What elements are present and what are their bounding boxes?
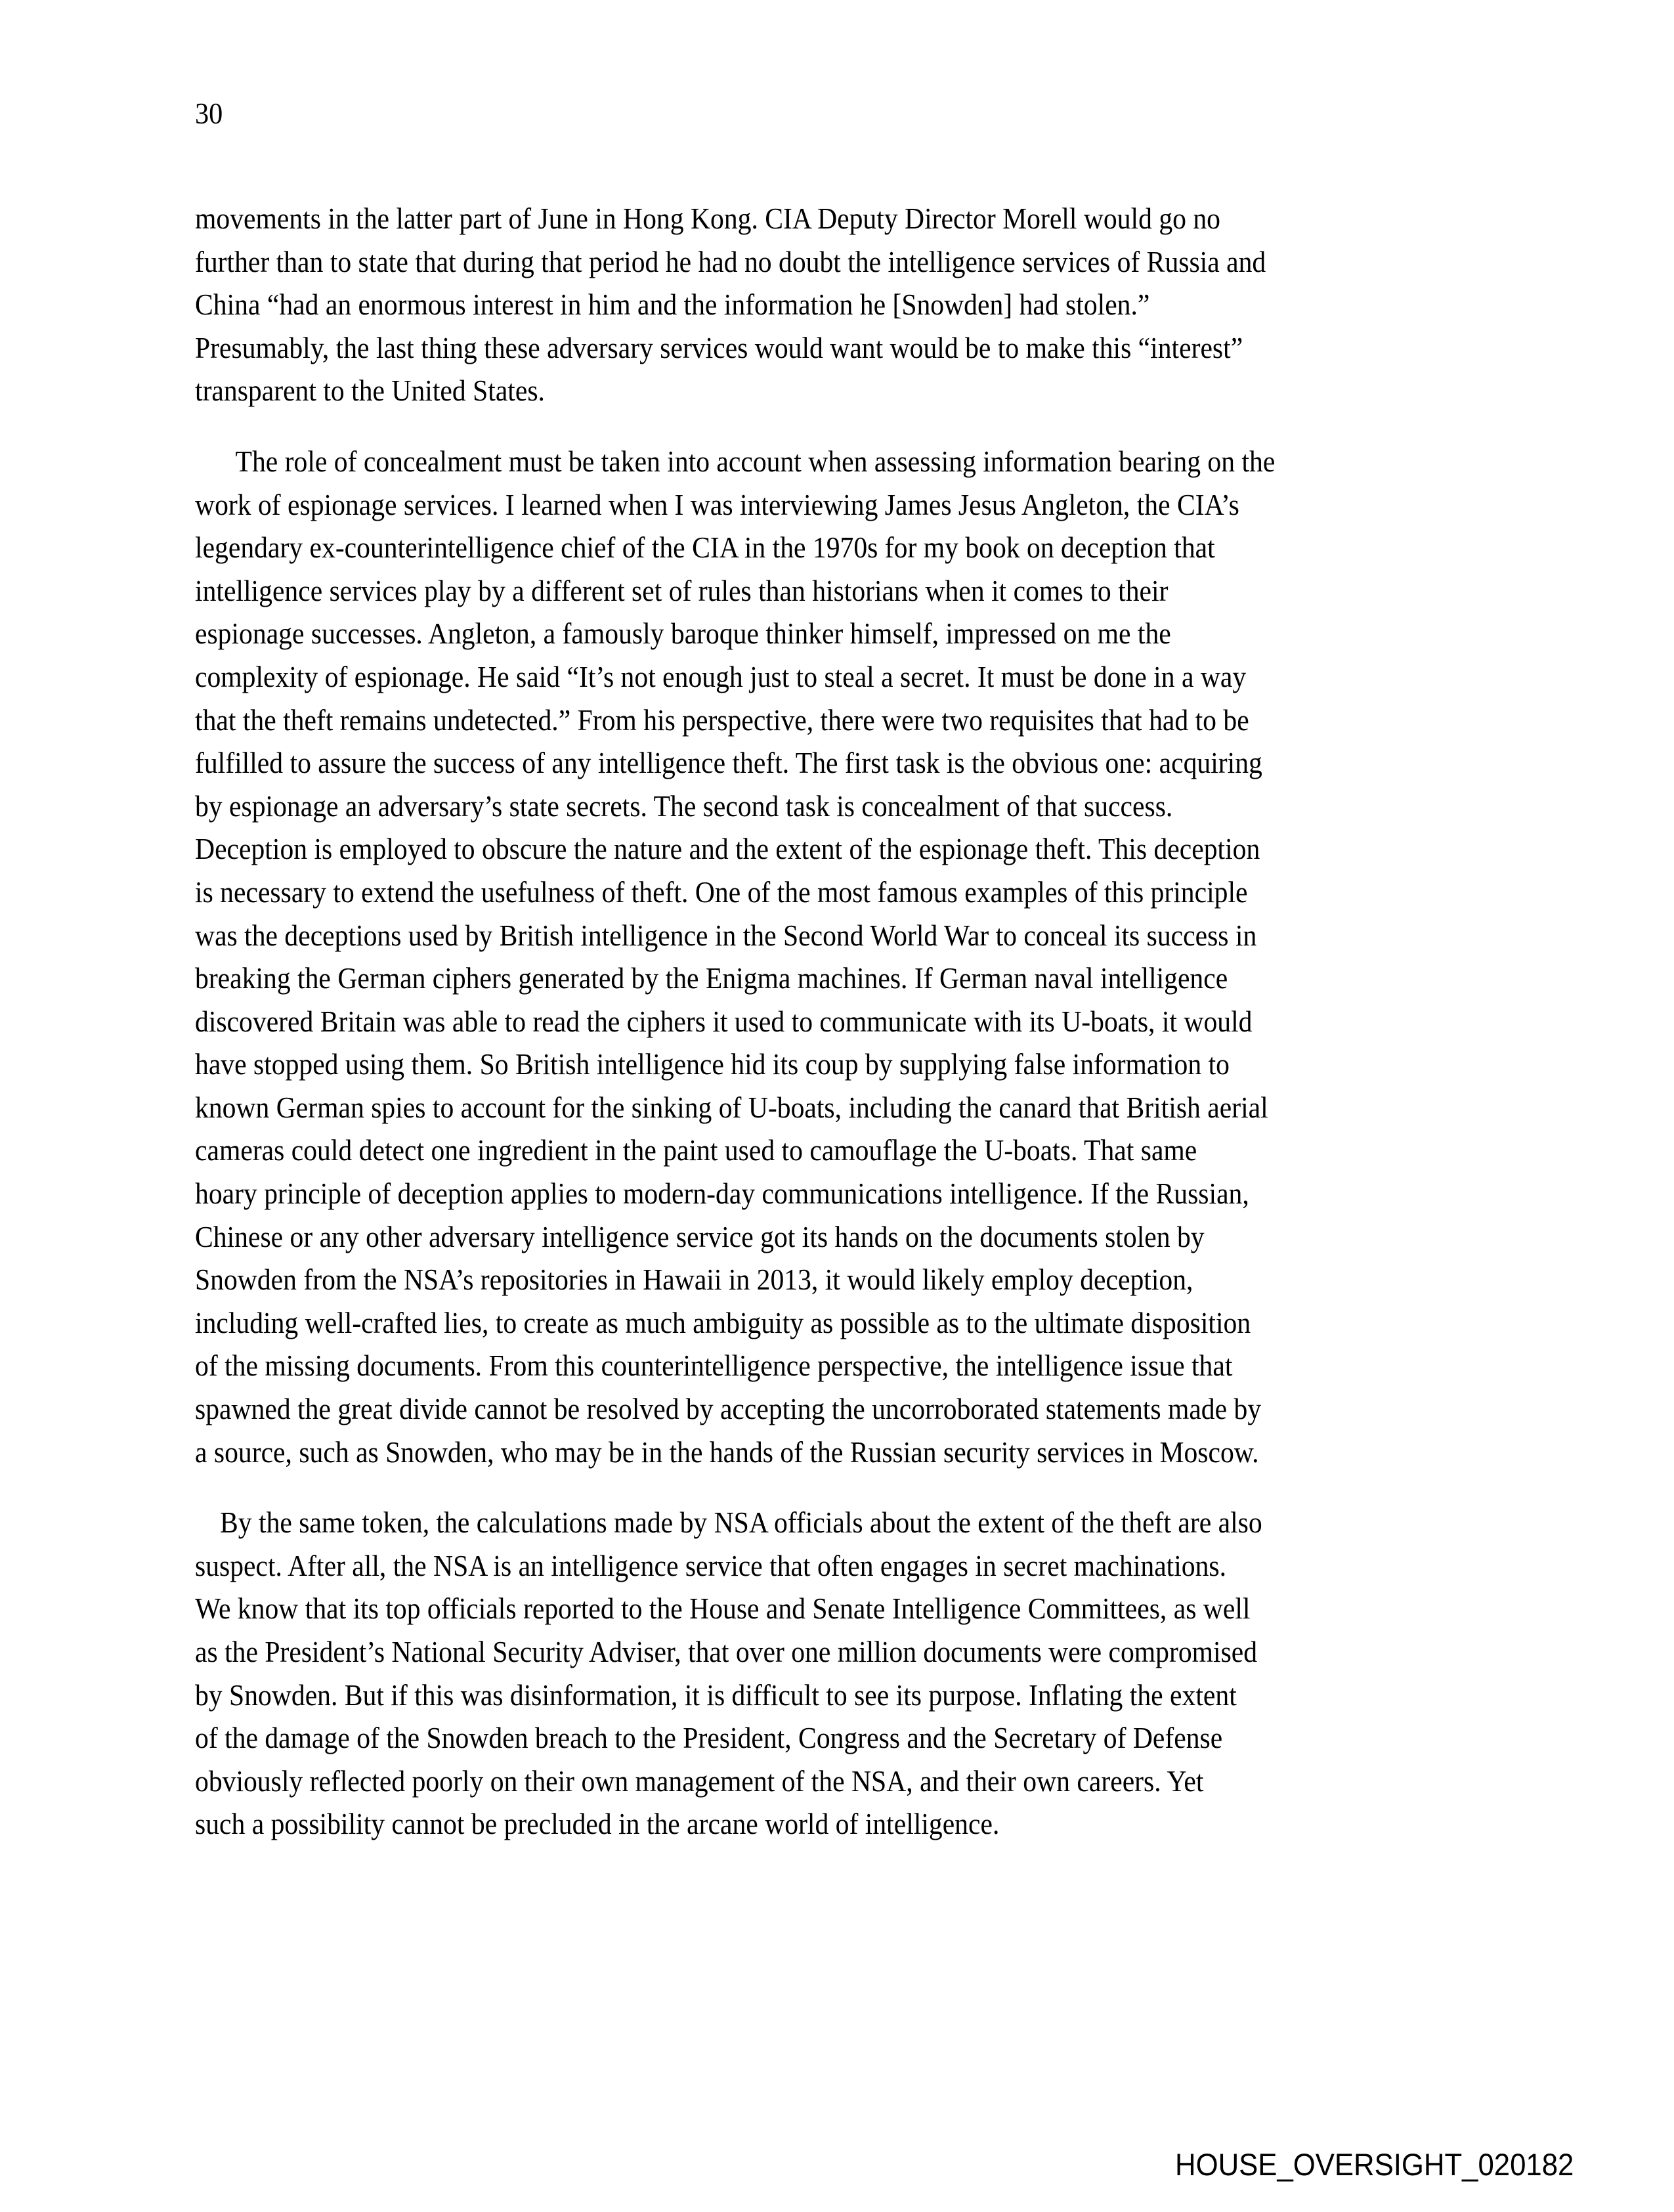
text-line: further than to state that during that period he had no doubt the intelligence services of Russia and: [195, 244, 1266, 278]
text-line: suspect. After all, the NSA is an intelligence service that often engages in secret machinations.: [195, 1548, 1227, 1582]
text-line: by espionage an adversary’s state secrets. The second task is concealment of that success.: [195, 789, 1173, 823]
text-line: intelligence services play by a different set of rules than historians when it comes to their: [195, 573, 1169, 607]
text-line: known German spies to account for the sinking of U-boats, including the canard that British aerial: [195, 1090, 1268, 1124]
text-line: is necessary to extend the usefulness of theft. One of the most famous examples of this principle: [195, 875, 1248, 909]
text-line: such a possibility cannot be precluded in the arcane world of intelligence.: [195, 1807, 1000, 1841]
text-line: movements in the latter part of June in Hong Kong. CIA Deputy Director Morell would go no: [195, 202, 1221, 235]
text-line: espionage successes. Angleton, a famously baroque thinker himself, impressed on me the: [195, 617, 1171, 651]
text-line: hoary principle of deception applies to modern-day communications intelligence. If the Russian,: [195, 1177, 1249, 1211]
text-line: The role of concealment must be taken into account when assessing information bearing on the: [235, 444, 1276, 478]
text-line: a source, such as Snowden, who may be in the hands of the Russian security services in Moscow.: [195, 1435, 1259, 1469]
text-line: have stopped using them. So British intelligence hid its coup by supplying false information to: [195, 1047, 1230, 1081]
text-line: transparent to the United States.: [195, 374, 545, 408]
text-line: China “had an enormous interest in him and the information he [Snowden] had stolen.”: [195, 288, 1150, 322]
text-line: cameras could detect one ingredient in the paint used to camouflage the U-boats. That same: [195, 1133, 1197, 1167]
paragraph-2: [195, 440, 1665, 1473]
text-line: of the damage of the Snowden breach to the President, Congress and the Secretary of Defense: [195, 1721, 1223, 1755]
text-line: legendary ex-counterintelligence chief of the CIA in the 1970s for my book on deception that: [195, 531, 1215, 565]
paragraph-3: [195, 1501, 1665, 1846]
text-line: spawned the great divide cannot be resolved by accepting the uncorroborated statements made by: [195, 1392, 1262, 1426]
body-text: [195, 197, 1665, 1846]
text-line: By the same token, the calculations made by NSA officials about the extent of the theft are also: [220, 1506, 1262, 1540]
text-line: was the deceptions used by British intelligence in the Second World War to conceal its success in: [195, 918, 1257, 952]
text-line: obviously reflected poorly on their own management of the NSA, and their own careers. Yet: [195, 1764, 1204, 1798]
text-line: including well-crafted lies, to create as much ambiguity as possible as to the ultimate disposition: [195, 1305, 1251, 1339]
text-line: discovered Britain was able to read the ciphers it used to communicate with its U-boats, it would: [195, 1004, 1253, 1038]
text-line: work of espionage services. I learned when I was interviewing James Jesus Angleton, the CIA’s: [195, 487, 1239, 521]
text-line: Snowden from the NSA’s repositories in Hawaii in 2013, it would likely employ deception,: [195, 1263, 1193, 1297]
text-line: of the missing documents. From this counterintelligence perspective, the intelligence issue that: [195, 1349, 1233, 1383]
text-line: Presumably, the last thing these adversary services would want would be to make this “interest”: [195, 330, 1243, 364]
page-number: 30: [195, 97, 223, 130]
text-line: Chinese or any other adversary intelligence service got its hands on the documents stolen by: [195, 1219, 1205, 1253]
text-line: Deception is employed to obscure the nature and the extent of the espionage theft. This deception: [195, 832, 1260, 866]
text-line: fulfilled to assure the success of any intelligence theft. The first task is the obvious one: acquiring: [195, 746, 1262, 780]
paragraph-1: [195, 197, 1665, 412]
text-line: that the theft remains undetected.” From his perspective, there were two requisites that had to be: [195, 703, 1249, 737]
text-line: breaking the German ciphers generated by the Enigma machines. If German naval intelligence: [195, 961, 1228, 995]
text-line: complexity of espionage. He said “It’s not enough just to steal a secret. It must be done in a way: [195, 659, 1247, 693]
text-line: as the President’s National Security Adviser, that over one million documents were compromised: [195, 1635, 1258, 1668]
text-line: We know that its top officials reported to the House and Senate Intelligence Committees, as well: [195, 1592, 1251, 1626]
text-line: by Snowden. But if this was disinformation, it is difficult to see its purpose. Inflating the extent: [195, 1678, 1237, 1712]
bates-stamp: HOUSE_OVERSIGHT_020182: [1175, 2147, 1574, 2182]
